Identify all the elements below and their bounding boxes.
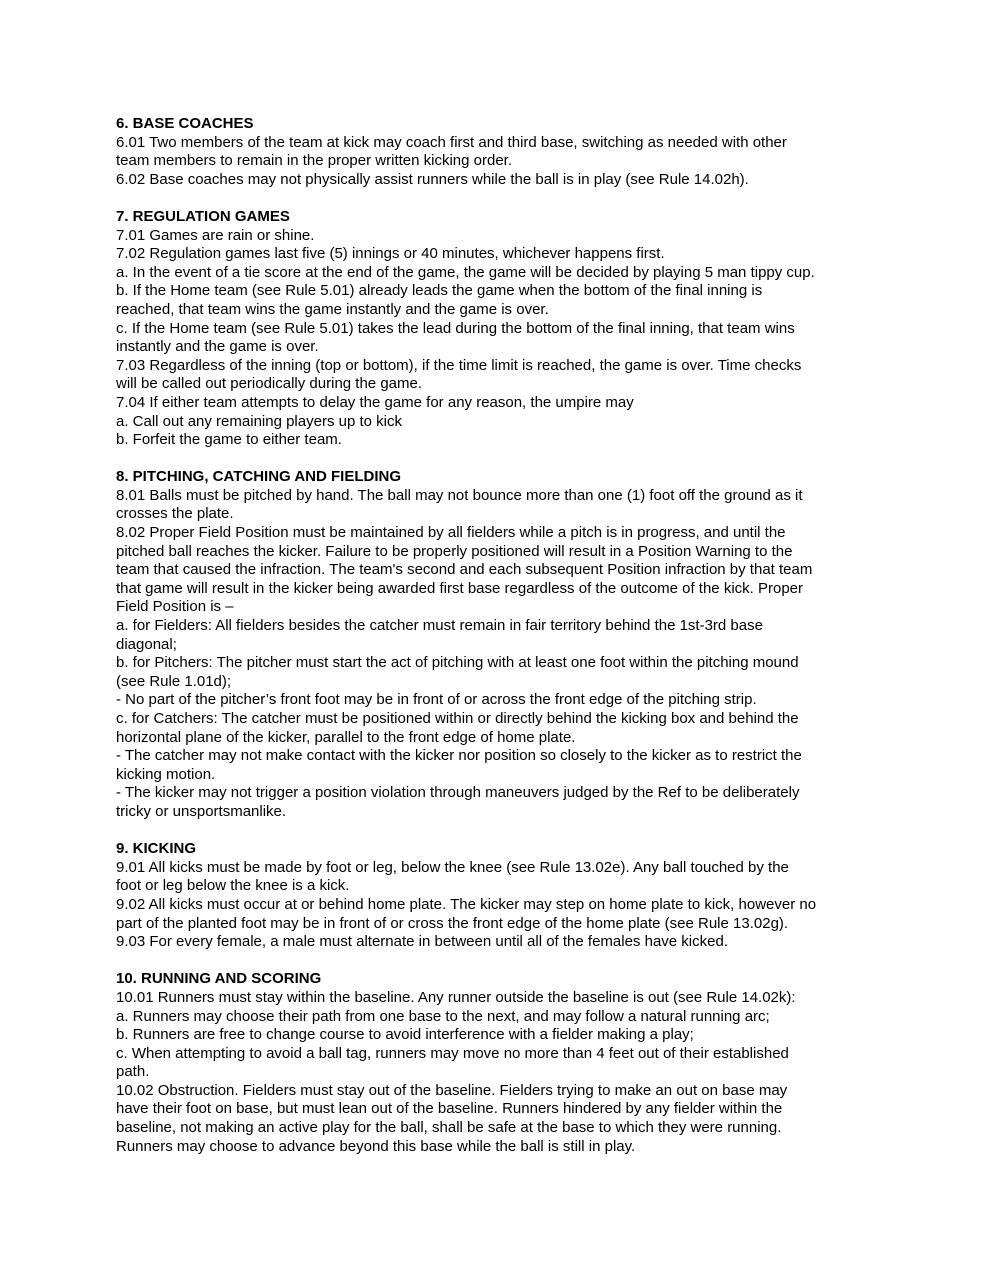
rule-text-line: 9.02 All kicks must occur at or behind home plate. The kicker may step on home plate to kick, however no [116,895,817,913]
rule-text-line: that game will result in the kicker being awarded first base regardless of the outcome of the kick. Proper [116,579,804,597]
rule-text-line: 9.01 All kicks must be made by foot or leg, below the knee (see Rule 13.02e). Any ball touched by the [116,858,789,876]
rule-text-line: diagonal; [116,635,177,653]
rule-text-line: 6.02 Base coaches may not physically assist runners while the ball is in play (see Rule 14.02h). [116,170,749,188]
rule-text-line: b. for Pitchers: The pitcher must start the act of pitching with at least one foot within the pitching mound [116,654,799,672]
rule-text-line: b. If the Home team (see Rule 5.01) already leads the game when the bottom of the final inning is [116,282,763,300]
document-page [116,115,896,1175]
rule-text-line: b. Forfeit the game to either team. [116,431,342,449]
rule-text-line: reached, that team wins the game instantly and the game is over. [116,300,549,318]
rule-text-line: part of the planted foot may be in front of or cross the front edge of the home plate (see Rule 13.02g). [116,914,789,932]
section-heading: 7. REGULATION GAMES [116,207,290,225]
rule-section [116,970,896,1156]
rule-text-line: team that caused the infraction. The team's second and each subsequent Position infraction by that team [116,561,813,579]
rule-text-line: a. for Fielders: All fielders besides the catcher must remain in fair territory behind the 1st-3rd base [116,617,763,635]
rule-text-line: foot or leg below the knee is a kick. [116,877,350,895]
rule-text-line: 7.01 Games are rain or shine. [116,226,315,244]
rule-text-line: - No part of the pitcher’s front foot may be in front of or across the front edge of the pitching strip. [116,691,757,709]
rule-text-line: 10.01 Runners must stay within the baseline. Any runner outside the baseline is out (see Rule 14.02k): [116,988,796,1006]
rule-text-line: - The kicker may not trigger a position violation through maneuvers judged by the Ref to be deliberately [116,784,800,802]
rule-text-line: Field Position is – [116,598,234,616]
rule-text-line: Runners may choose to advance beyond this base while the ball is still in play. [116,1137,636,1155]
rule-text-line: - The catcher may not make contact with the kicker nor position so closely to the kicker as to restrict the [116,747,802,765]
rule-text-line: a. Runners may choose their path from one base to the next, and may follow a natural running arc; [116,1007,770,1025]
rule-text-line: pitched ball reaches the kicker. Failure to be properly positioned will result in a Position Warning to the [116,542,793,560]
rule-section [116,468,896,821]
section-heading: 8. PITCHING, CATCHING AND FIELDING [116,468,401,486]
section-heading: 10. RUNNING AND SCORING [116,970,322,988]
rule-text-line: path. [116,1063,150,1081]
rule-text-line: 6.01 Two members of the team at kick may coach first and third base, switching as needed with other [116,133,787,151]
rule-text-line: kicking motion. [116,765,216,783]
rule-text-line: (see Rule 1.01d); [116,672,232,690]
rule-text-line: 10.02 Obstruction. Fielders must stay out of the baseline. Fielders trying to make an out on base may [116,1081,788,1099]
rule-text-line: a. In the event of a tie score at the end of the game, the game will be decided by playing 5 man tippy cup. [116,263,815,281]
rule-text-line: c. When attempting to avoid a ball tag, runners may move no more than 4 feet out of their established [116,1044,789,1062]
rule-text-line: instantly and the game is over. [116,338,319,356]
rule-section [116,115,896,189]
rule-text-line: team members to remain in the proper written kicking order. [116,152,512,170]
rule-text-line: c. If the Home team (see Rule 5.01) takes the lead during the bottom of the final inning, that team wins [116,319,795,337]
rule-text-line: 7.04 If either team attempts to delay the game for any reason, the umpire may [116,393,634,411]
rule-text-line: 9.03 For every female, a male must alternate in between until all of the females have kicked. [116,933,728,951]
rule-text-line: 7.02 Regulation games last five (5) innings or 40 minutes, whichever happens first. [116,245,665,263]
section-heading: 6. BASE COACHES [116,115,254,132]
rule-text-line: will be called out periodically during the game. [116,375,423,393]
rule-section [116,840,896,952]
rule-text-line: b. Runners are free to change course to avoid interference with a fielder making a play; [116,1026,694,1044]
section-heading: 9. KICKING [116,840,197,858]
rule-text-line: 8.01 Balls must be pitched by hand. The ball may not bounce more than one (1) foot off the ground as it [116,486,803,504]
rule-text-line: 8.02 Proper Field Position must be maintained by all fielders while a pitch is in progress, and until the [116,524,786,542]
rule-text-line: c. for Catchers: The catcher must be positioned within or directly behind the kicking box and behind the [116,710,799,727]
rule-text-line: 7.03 Regardless of the inning (top or bottom), if the time limit is reached, the game is over. Time checks [116,356,802,374]
rule-text-line: baseline, not making an active play for the ball, shall be safe at the base to which they were running. [116,1119,782,1137]
rule-text-line: tricky or unsportsmanlike. [116,802,287,820]
rule-text-line: horizontal plane of the kicker, parallel to the front edge of home plate. [116,728,576,746]
rule-text-line: crosses the plate. [116,505,234,523]
rule-text-line: a. Call out any remaining players up to kick [116,412,402,430]
rule-text-line: have their foot on base, but must lean out of the baseline. Runners hindered by any fielder within the [116,1100,783,1118]
rule-section [116,208,896,450]
